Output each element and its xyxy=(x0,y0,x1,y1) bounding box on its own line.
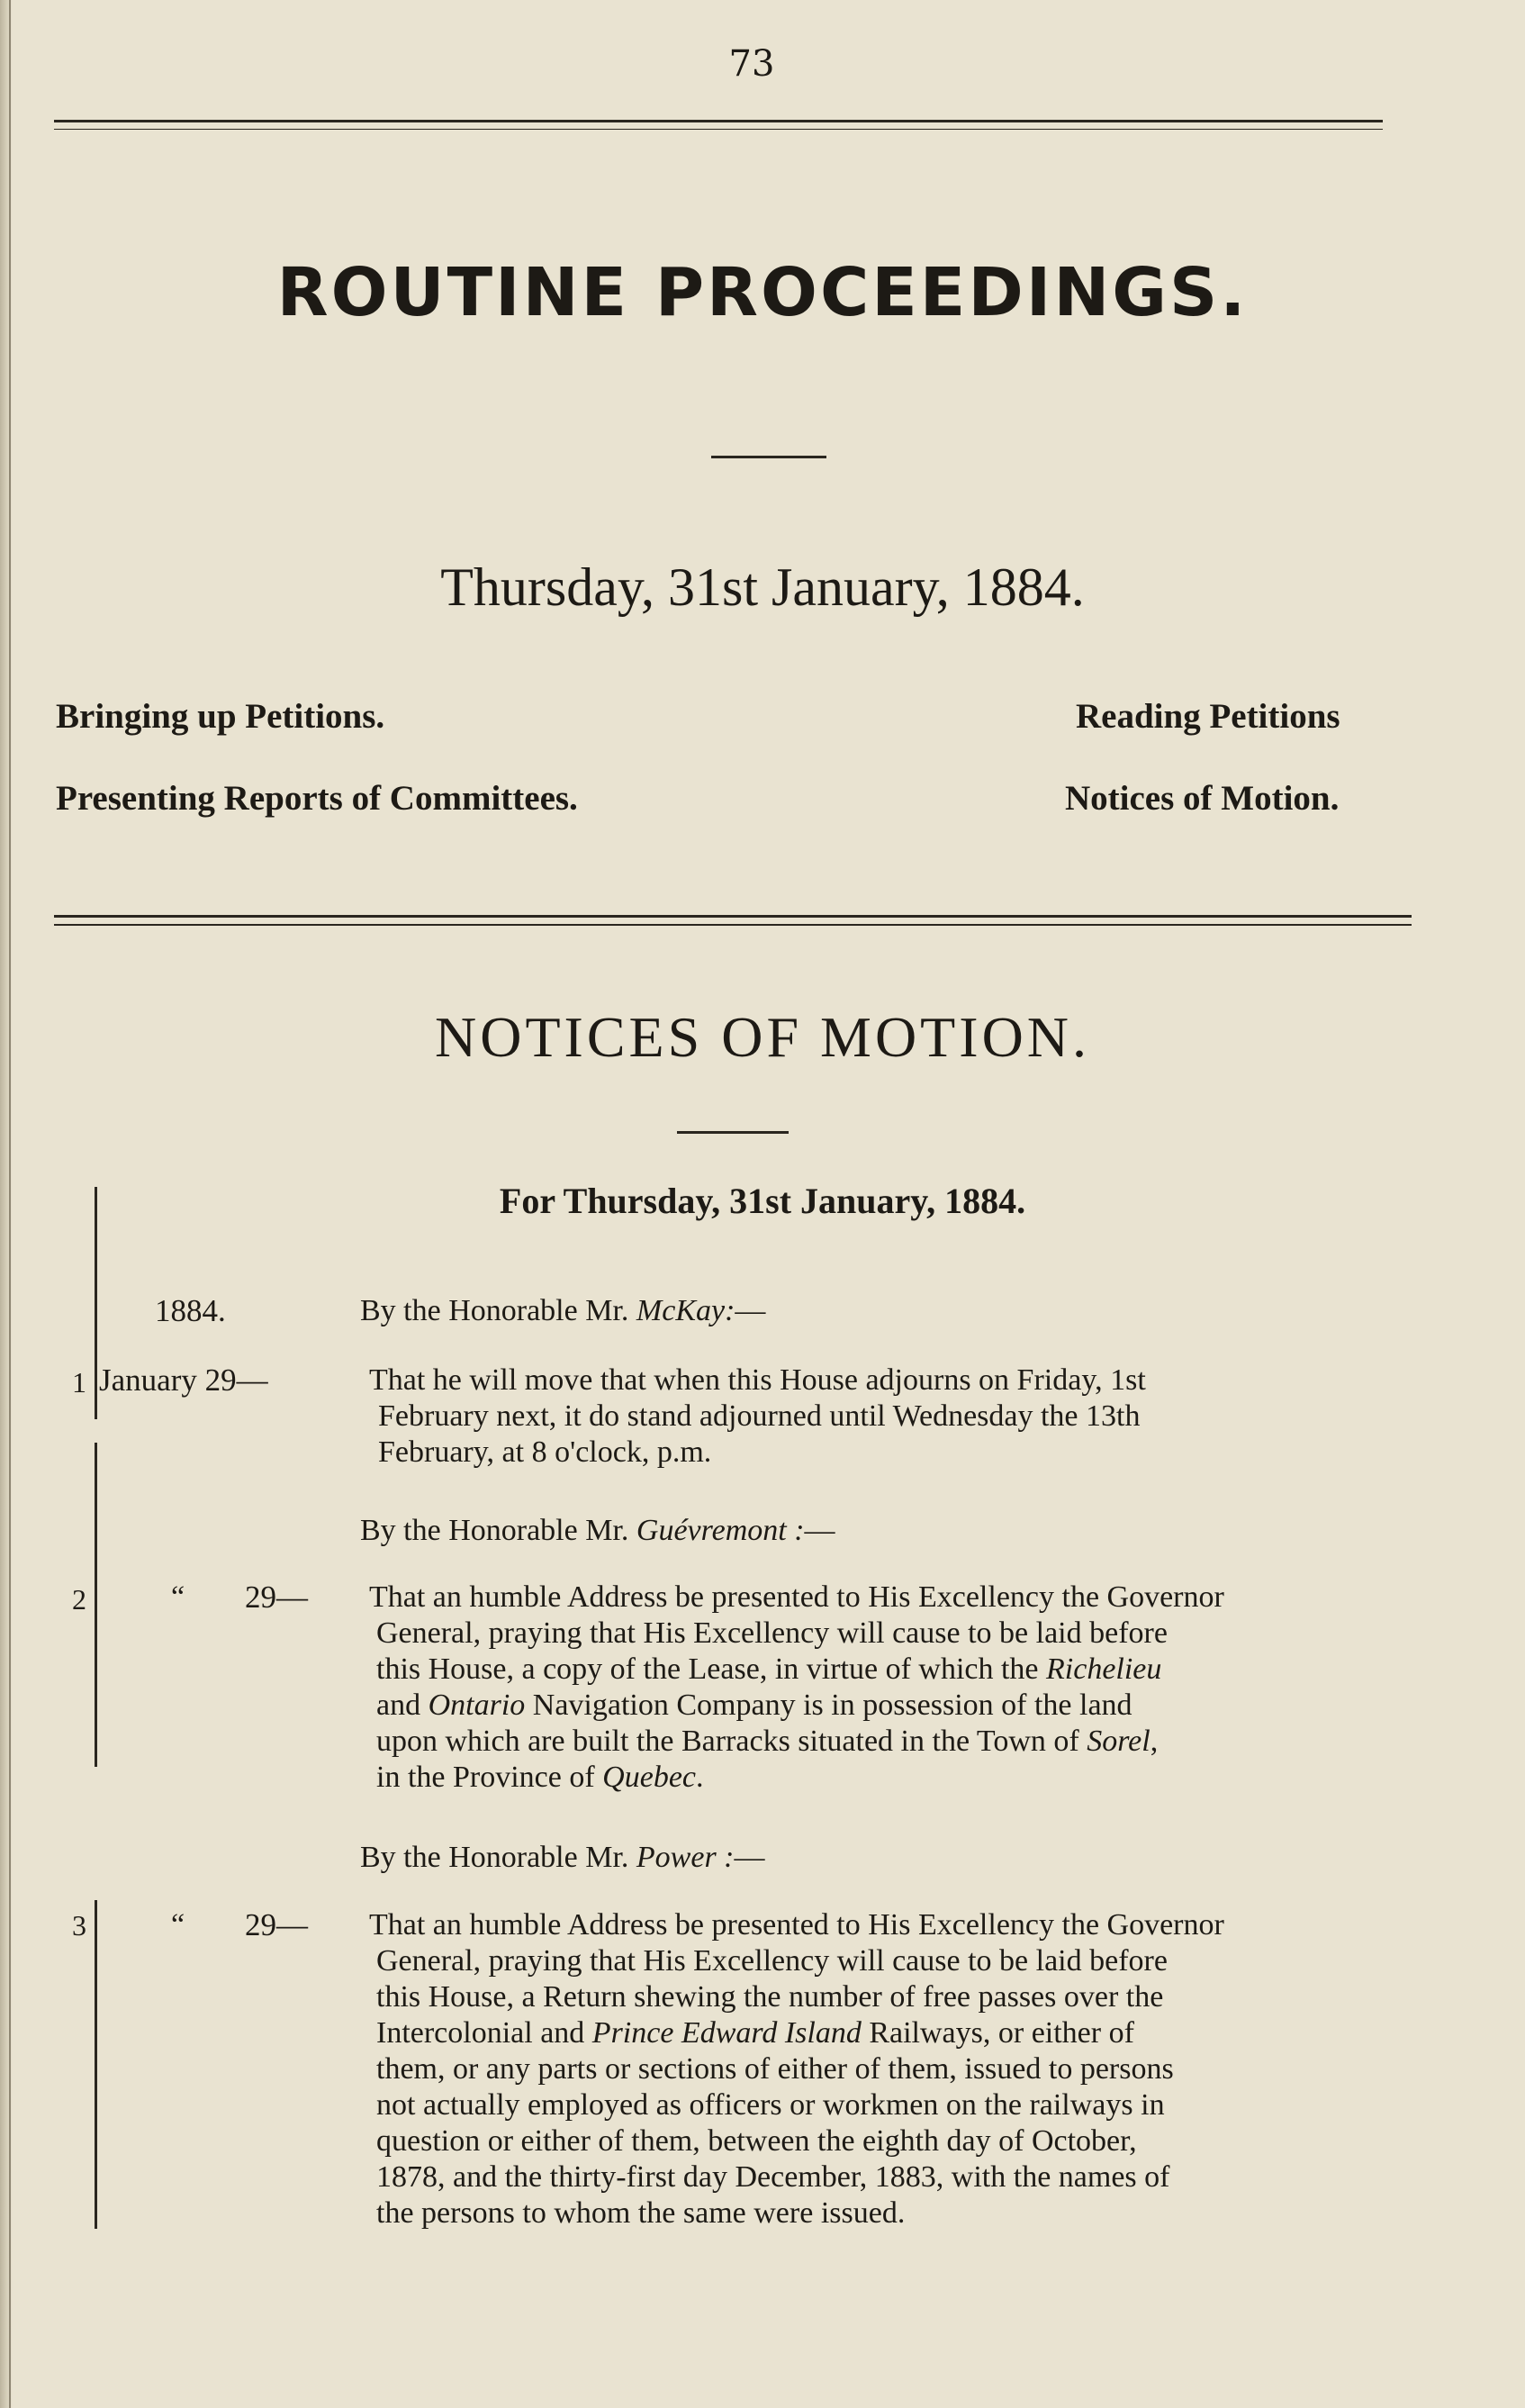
year-label: 1884. xyxy=(155,1293,226,1328)
routine-proceedings-title: ROUTINE PROCEEDINGS. xyxy=(276,254,1249,331)
mover-name: Guévremont : xyxy=(636,1514,805,1547)
item-2-line-3: and Ontario Navigation Company is in possession of the land xyxy=(376,1688,1132,1722)
mover-line-1 xyxy=(360,1293,765,1329)
top-rule-thick xyxy=(54,120,1383,122)
routine-date: Thursday, 31st January, 1884. xyxy=(440,557,1085,617)
mover-line-3 xyxy=(360,1840,765,1876)
item-date-1: January 29— xyxy=(99,1362,268,1398)
mover-prefix: By the Honorable Mr. xyxy=(360,1841,629,1874)
item-2-line-4: upon which are built the Barracks situated in the Town of Sorel, xyxy=(376,1725,1159,1758)
item-3-line-4: them, or any parts or sections of either of them, issued to persons xyxy=(376,2052,1174,2086)
item-1-line-1: February next, it do stand adjourned until Wednesday the 13th xyxy=(378,1399,1141,1433)
item-3-line-1: General, praying that His Excellency will cause to be laid before xyxy=(376,1944,1168,1978)
item-3-line-5: not actually employed as officers or workmen on the railways in xyxy=(376,2088,1165,2122)
mover-prefix: By the Honorable Mr. xyxy=(360,1514,629,1547)
item-date-2: 29— xyxy=(245,1580,308,1615)
margin-line-2 xyxy=(95,1443,97,1767)
item-3-line-3: Intercolonial and Prince Edward Island Railways, or either of xyxy=(376,2016,1134,2050)
item-2-line-2: this House, a copy of the Lease, in virtue of which the Richelieu xyxy=(376,1652,1162,1686)
item-ditto-3: “ xyxy=(171,1908,185,1942)
item-number-2: 2 xyxy=(72,1583,86,1616)
mover-name: McKay: xyxy=(636,1294,735,1327)
item-2-line-5: in the Province of Quebec. xyxy=(376,1761,704,1794)
order-bringing-up-petitions: Bringing up Petitions. xyxy=(56,697,385,736)
middle-rule-thin xyxy=(54,924,1412,926)
mover-prefix: By the Honorable Mr. xyxy=(360,1294,629,1327)
order-notices-of-motion: Notices of Motion. xyxy=(1065,779,1340,818)
order-presenting-reports: Presenting Reports of Committees. xyxy=(56,779,578,818)
item-3-line-2: this House, a Return shewing the number of free passes over the xyxy=(376,1980,1164,2014)
mover-name: Power : xyxy=(636,1841,735,1874)
short-divider xyxy=(711,456,826,458)
mover-suffix: — xyxy=(735,1294,766,1327)
item-3-line-7: 1878, and the thirty-first day December, 1883, with the names of xyxy=(376,2160,1170,2194)
notices-short-divider xyxy=(677,1131,789,1134)
item-1-line-0: That he will move that when this House adjourns on Friday, 1st xyxy=(369,1363,1146,1397)
page-number: 73 xyxy=(728,43,775,85)
mover-suffix: — xyxy=(734,1841,765,1874)
item-2-line-1: General, praying that His Excellency will cause to be laid before xyxy=(376,1616,1168,1650)
margin-line-1 xyxy=(95,1187,97,1419)
item-3-line-6: question or either of them, between the eighth day of October, xyxy=(376,2124,1137,2158)
mover-line-2 xyxy=(360,1513,835,1549)
middle-rule-thick xyxy=(54,915,1412,918)
notices-for-date: For Thursday, 31st January, 1884. xyxy=(499,1181,1026,1221)
item-number-1: 1 xyxy=(72,1366,86,1399)
item-2-line-0: That an humble Address be presented to His Excellency the Governor xyxy=(369,1580,1224,1614)
top-rule-thin xyxy=(54,129,1383,130)
item-3-line-8: the persons to whom the same were issued. xyxy=(376,2196,906,2230)
order-reading-petitions: Reading Petitions xyxy=(1076,697,1340,736)
notices-of-motion-title: NOTICES OF MOTION. xyxy=(435,1005,1090,1069)
item-ditto-2: “ xyxy=(171,1580,185,1614)
mover-suffix: — xyxy=(804,1514,835,1547)
item-3-line-0: That an humble Address be presented to His Excellency the Governor xyxy=(369,1908,1224,1942)
item-date-3: 29— xyxy=(245,1907,308,1942)
margin-line-3 xyxy=(95,1900,97,2229)
item-1-line-2: February, at 8 o'clock, p.m. xyxy=(378,1435,712,1469)
item-number-3: 3 xyxy=(72,1909,86,1942)
